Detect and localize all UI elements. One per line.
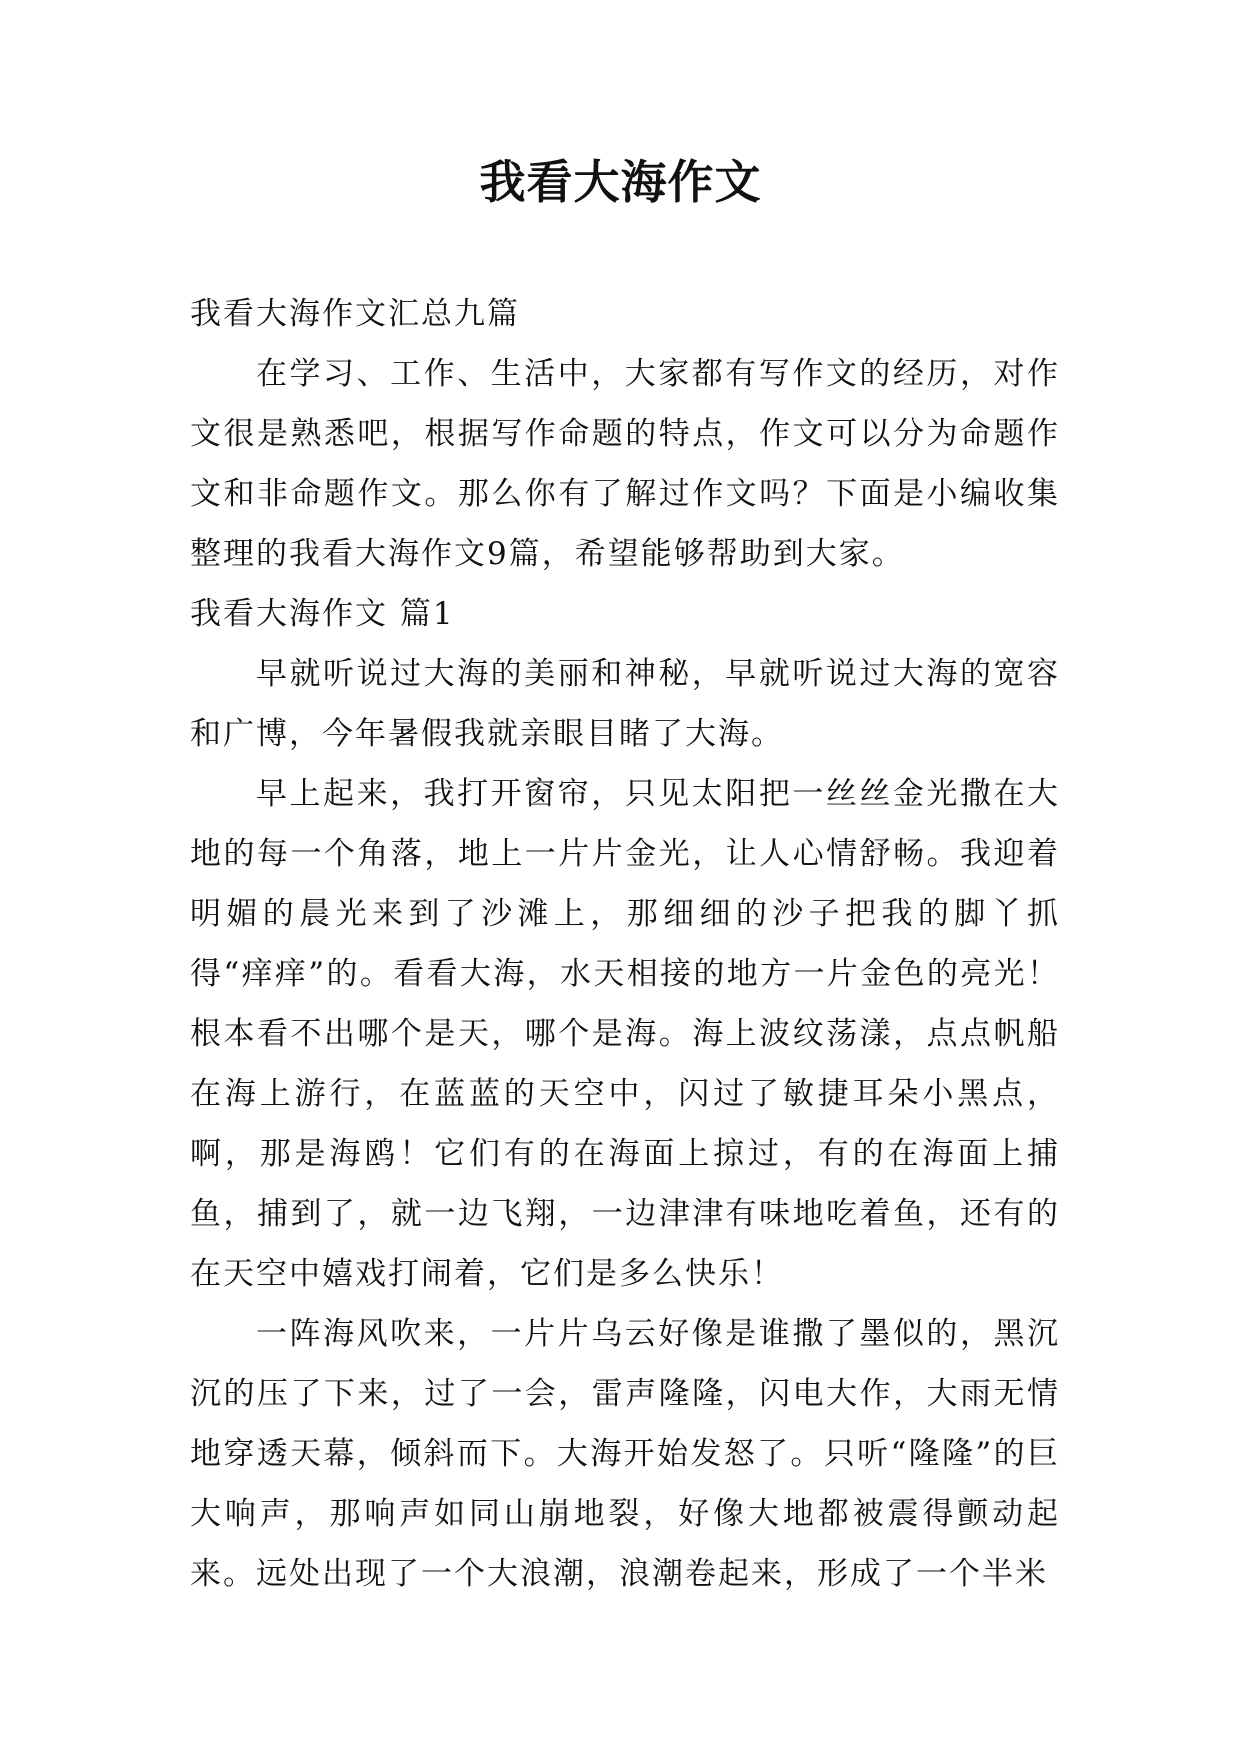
- section-heading-1: 我看大海作文 篇1: [190, 596, 455, 632]
- subtitle-heading: 我看大海作文汇总九篇: [190, 296, 520, 332]
- document-title: 我看大海作文: [479, 155, 762, 209]
- body-paragraph: 早上起来，我打开窗帘，只见太阳把一丝丝金光撒在大地的每一个角落，地上一片片金光，让人心情舒畅。我迎着明媚的晨光来到了沙滩上，那细细的沙子把我的脚丫抓得“痒痒”的。看看大海，水天相接的地方一片金色的亮光！根本看不出哪个是天，哪个是海。海上波纹荡漾，点点帆船在海上游行，在蓝蓝的天空中，闪过了敏捷耳朵小黑点，啊，那是海鸥！它们有的在海面上掠过，有的在海面上捕鱼，捕到了，就一边飞翔，一边津津有味地吃着鱼，还有的在天空中嬉戏打闹着，它们是多么快乐！: [190, 776, 1060, 1292]
- intro-paragraph: 在学习、工作、生活中，大家都有写作文的经历，对作文很是熟悉吧，根据写作命题的特点，作文可以分为命题作文和非命题作文。那么你有了解过作文吗？下面是小编收集整理的我看大海作文9篇，希望能够帮助到大家。: [190, 356, 1060, 572]
- body-paragraph: 早就听说过大海的美丽和神秘，早就听说过大海的宽容和广博，今年暑假我就亲眼目睹了大海。: [190, 656, 1060, 752]
- body-paragraph: 一阵海风吹来，一片片乌云好像是谁撒了墨似的，黑沉沉的压了下来，过了一会，雷声隆隆，闪电大作，大雨无情地穿透天幕，倾斜而下。大海开始发怒了。只听“隆隆”的巨大响声，那响声如同山崩地裂，好像大地都被震得颤动起来。远处出现了一个大浪潮，浪潮卷起来，形成了一个半米: [190, 1316, 1060, 1592]
- document-body: [190, 284, 1060, 1604]
